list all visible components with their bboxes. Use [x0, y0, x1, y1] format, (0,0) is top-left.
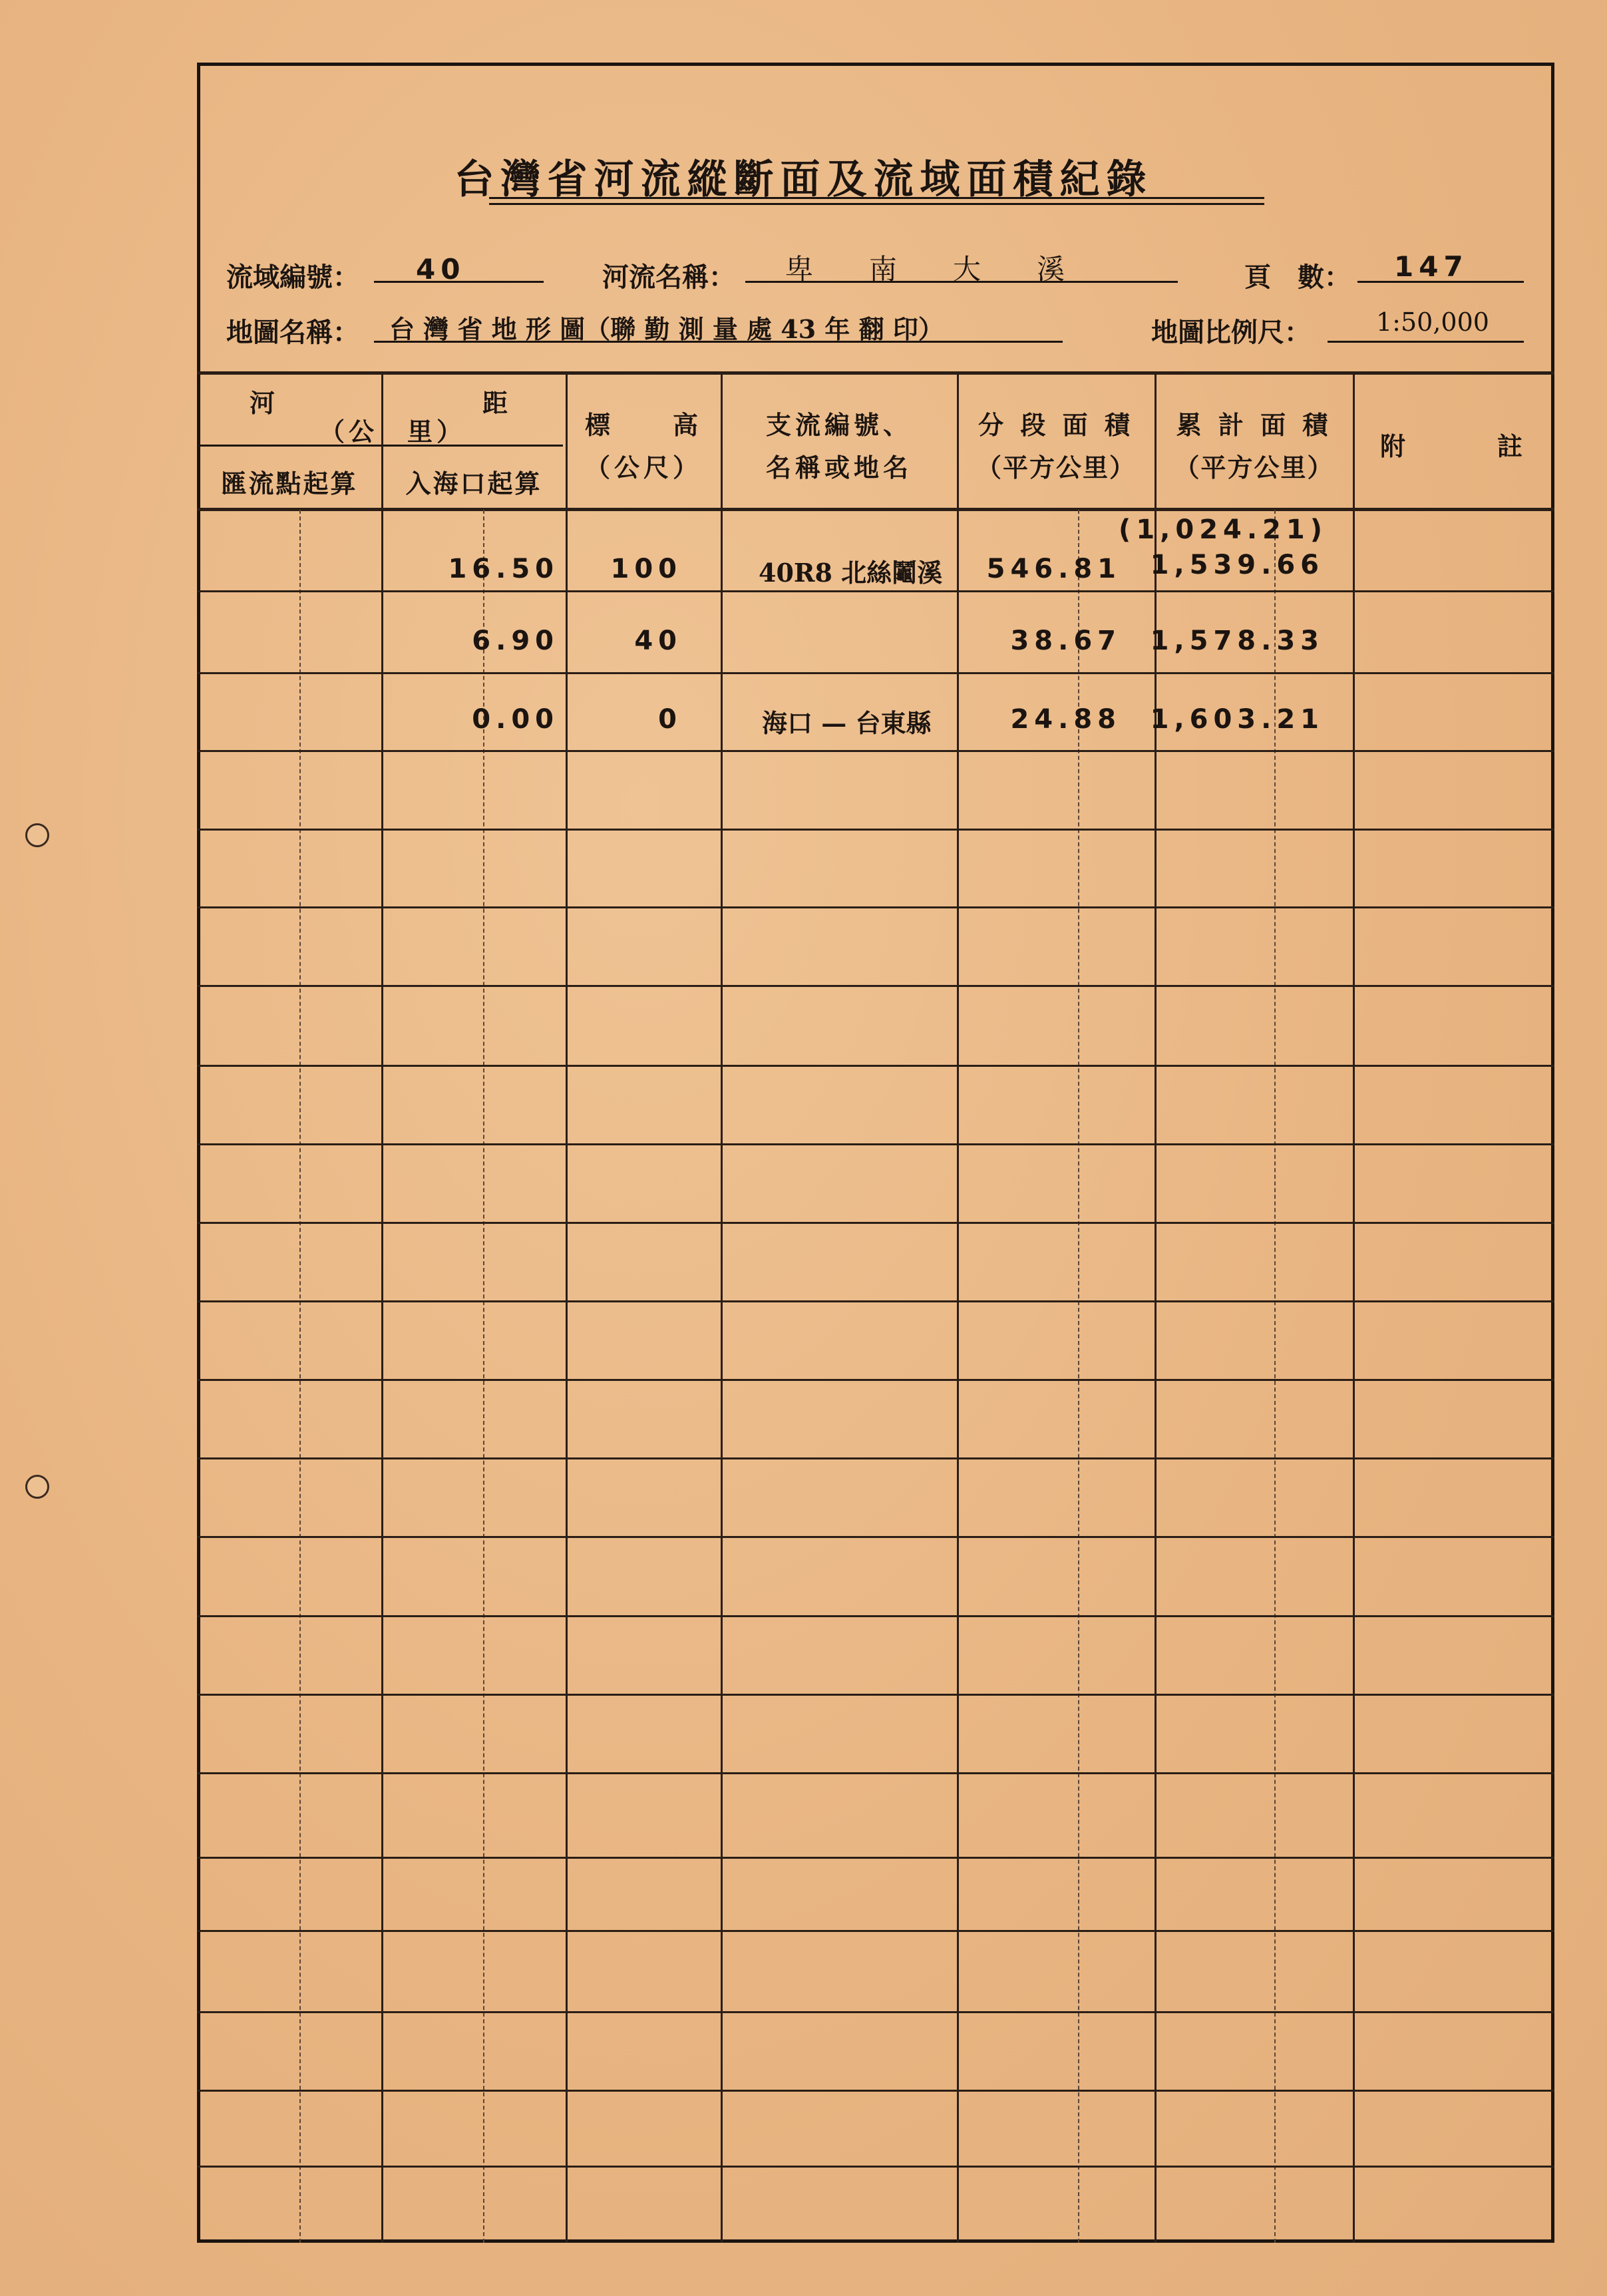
- row-rule: [197, 1222, 1554, 1224]
- row-rule: [197, 2011, 1554, 2013]
- row-rule: [197, 1536, 1554, 1538]
- header-distance-left: 河: [250, 388, 279, 418]
- row1-from-mouth: 16.50: [448, 554, 559, 584]
- binder-hole-top: [25, 823, 49, 847]
- basin-no-underline: [374, 281, 544, 283]
- binder-hole-bottom: [25, 1475, 49, 1499]
- col-divider-3: [721, 373, 723, 2243]
- river-name-label: 河流名稱：: [602, 262, 735, 293]
- header-distance-right: 距: [482, 388, 512, 418]
- map-name-label: 地圖名稱：: [226, 317, 359, 348]
- header-bottom-rule: [197, 508, 1554, 511]
- col-divider-4: [957, 373, 959, 2243]
- row-rule: [197, 829, 1554, 831]
- header-from-mouth: 入海口起算: [405, 469, 542, 498]
- header-tributary-2: 名稱或地名: [765, 453, 912, 482]
- row3-elevation: 0: [658, 704, 682, 735]
- header-elevation: 標 高: [584, 410, 702, 440]
- river-name-value: 卑 南 大 溪: [785, 253, 1065, 286]
- row3-tributary: 海口 — 台東縣: [762, 708, 932, 738]
- row-rule: [197, 672, 1554, 674]
- table-top-rule: [197, 371, 1554, 375]
- header-segment-area: 分 段 面 積: [978, 410, 1134, 440]
- header-cumulative-area: 累 計 面 積: [1176, 410, 1332, 440]
- form-frame: [197, 63, 1554, 2243]
- row-rule: [197, 1379, 1554, 1381]
- map-name-value: 台 灣 省 地 形 圖（聯 勤 測 量 處 43 年 翻 印）: [389, 314, 944, 344]
- row3-segment-area: 24.88: [1010, 704, 1121, 735]
- row-rule: [197, 1300, 1554, 1302]
- page-no-value: 147: [1394, 250, 1469, 283]
- row-rule: [197, 906, 1554, 908]
- col-divider-6: [1353, 373, 1355, 2243]
- row1-tributary: 40R8 北絲鬮溪: [759, 558, 943, 588]
- header-from-confluence: 匯流點起算: [221, 469, 358, 498]
- row-rule: [197, 1457, 1554, 1459]
- page-label: 頁 數：: [1244, 262, 1351, 293]
- row2-from-mouth: 6.90: [472, 626, 559, 656]
- header-elevation-unit: （公尺）: [584, 453, 702, 482]
- row2-segment-area: 38.67: [1010, 626, 1121, 656]
- row-rule: [197, 1772, 1554, 1774]
- row2-elevation: 40: [634, 626, 682, 656]
- decimal-guide-3: [1078, 510, 1079, 2243]
- header-remarks: 附 註: [1379, 431, 1526, 461]
- row1-segment-area: 546.81: [986, 554, 1121, 584]
- row-rule: [197, 1065, 1554, 1067]
- row-rule: [197, 590, 1554, 592]
- col-divider-2: [566, 373, 568, 2243]
- river-name-underline: [745, 281, 1178, 283]
- row-rule: [197, 1694, 1554, 1696]
- row-rule: [197, 750, 1554, 752]
- row-rule: [197, 2090, 1554, 2092]
- header-cumulative-area-unit: （平方公里）: [1174, 453, 1334, 482]
- page-no-underline: [1357, 281, 1524, 283]
- row2-cumulative-area: 1,578.33: [1150, 626, 1324, 656]
- row-rule: [197, 2166, 1554, 2168]
- row-rule: [197, 985, 1554, 987]
- scale-label: 地圖比例尺：: [1151, 317, 1311, 348]
- map-name-underline: [374, 341, 1063, 343]
- row-rule: [197, 1930, 1554, 1932]
- header-segment-area-unit: （平方公里）: [976, 453, 1136, 482]
- basin-no-label: 流域編號：: [226, 262, 359, 293]
- header-distance-unit: （公 里）: [319, 417, 466, 447]
- row3-from-mouth: 0.00: [472, 704, 559, 735]
- row-rule: [197, 1143, 1554, 1145]
- scale-underline: [1328, 341, 1524, 343]
- decimal-guide-1: [299, 510, 301, 2243]
- basin-no-value: 40: [416, 253, 466, 286]
- header-tributary: 支流編號、: [765, 410, 912, 440]
- row1-cumulative-prev: (1,024.21): [1119, 514, 1328, 545]
- decimal-guide-2: [483, 510, 484, 2243]
- scale-value: 1:50,000: [1376, 307, 1489, 337]
- row1-elevation: 100: [610, 554, 682, 584]
- title-underline: [489, 197, 1264, 205]
- row1-cumulative-area: 1,539.66: [1150, 550, 1324, 580]
- row-rule: [197, 1615, 1554, 1617]
- row3-cumulative-area: 1,603.21: [1150, 704, 1324, 735]
- row-rule: [197, 1857, 1554, 1859]
- form-title: 台灣省河流縱斷面及流域面積紀錄: [454, 156, 1153, 203]
- decimal-guide-4: [1274, 510, 1276, 2243]
- col-divider-1: [381, 373, 383, 2243]
